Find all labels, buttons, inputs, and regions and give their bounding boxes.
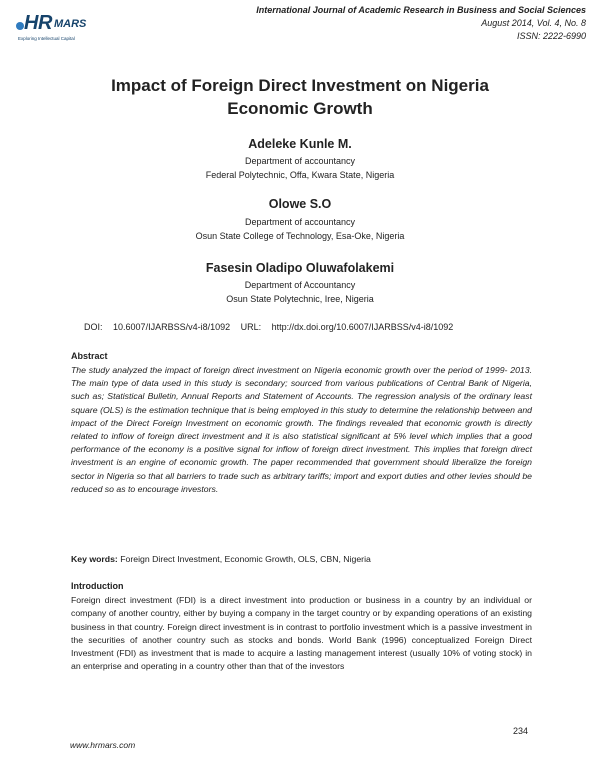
logo-tagline: Exploring Intellectual Capital: [18, 36, 75, 41]
logo-dot-icon: [16, 22, 24, 30]
author-dept-2: Department of accountancy: [244, 217, 356, 227]
url-link[interactable]: http://dx.doi.org/10.6007/IJARBSS/v4-i8/1092: [271, 322, 454, 332]
hrmars-logo: [14, 8, 104, 46]
paper-title-line2: Economic Growth: [227, 99, 373, 118]
author-inst-2: Osun State College of Technology, Esa-Oke, Nigeria: [195, 231, 405, 241]
page-number: 234: [512, 726, 528, 736]
abstract-text: The study analyzed the impact of foreign direct investment on Nigeria economic growth over the period of 1999- 2013. The main type of data used in this study is secondary; sourced from various publications of Central Bank of Nigeria, such as; Statistical Bulletin, Annual Reports and Statement of Accounts. The regression analysis of the ordinary least square (OLS) is the estimation technique that is being employed in this study to determine the relationship between and impact of the Direct Foreign Investment on economic growth. The findings revealed that economic growth is directly related to inflow of foreign direct investment and it is also statistical significant at 5% level which implies that a good performance of the economy is a positive signal for inflow of foreign direct investment. This implies that foreign direct investment is an engine of economic growth. The paper recommended that government should liberalize the foreign sector in Nigeria so that all barriers to trade such as arbitrary tariffs; import and export duties and other levies should be reduced so as to encourage investors.: [71, 365, 532, 494]
author-dept-1: Department of accountancy: [244, 156, 356, 166]
paper-title: [60, 74, 540, 120]
author-affiliation-2: [60, 215, 540, 243]
journal-issn: ISSN: 2222-6990: [516, 31, 586, 41]
paper-title-line1: Impact of Foreign Direct Investment on Nigeria: [111, 76, 489, 95]
url-label: URL:: [240, 322, 262, 332]
author-name-3: Fasesin Oladipo Oluwafolakemi: [205, 261, 395, 275]
introduction-heading: Introduction: [71, 581, 124, 591]
introduction-text: Foreign direct investment (FDI) is a direct investment into production or business in a country by an individual or company of another country, either by buying a company in the target country or by expanding operations of an existing business in that country. Foreign direct investment is in contrast to portfolio investment which is a passive investment in the securities of another country such as stocks and bonds. World Bank (1996) conceptualized Foreign Direct Investment (FDI) as investment that is made to acquire a lasting management interest (usually 10% of voting stock) in an enterprise and operating in a country other than that of the investors: [71, 595, 532, 672]
journal-header: [256, 4, 586, 43]
author-name-1: Adeleke Kunle M.: [248, 137, 352, 151]
logo-mars-text: MARS: [54, 18, 87, 30]
doi-value: 10.6007/IJARBSS/v4-i8/1092: [113, 322, 231, 332]
keywords-label: Key words:: [71, 554, 118, 564]
abstract-heading: Abstract: [71, 351, 108, 361]
journal-name: International Journal of Academic Research in Business and Social Sciences: [256, 5, 586, 15]
author-inst-3: Osun State Polytechnic, Iree, Nigeria: [226, 294, 374, 304]
doi-line: [84, 322, 461, 332]
footer-url[interactable]: www.hrmars.com: [70, 740, 136, 750]
author-affiliation-1: [60, 154, 540, 182]
logo-hr-text: HR: [24, 12, 52, 34]
author-inst-1: Federal Polytechnic, Offa, Kwara State, Nigeria: [205, 170, 395, 180]
author-name-2: Olowe S.O: [268, 197, 332, 211]
keywords: [71, 554, 532, 564]
keywords-text: Foreign Direct Investment, Economic Growth, OLS, CBN, Nigeria: [120, 554, 371, 564]
journal-issue: August 2014, Vol. 4, No. 8: [481, 18, 586, 28]
author-dept-3: Department of Accountancy: [244, 280, 356, 290]
doi-label: DOI:: [84, 322, 103, 332]
author-affiliation-3: [60, 278, 540, 306]
